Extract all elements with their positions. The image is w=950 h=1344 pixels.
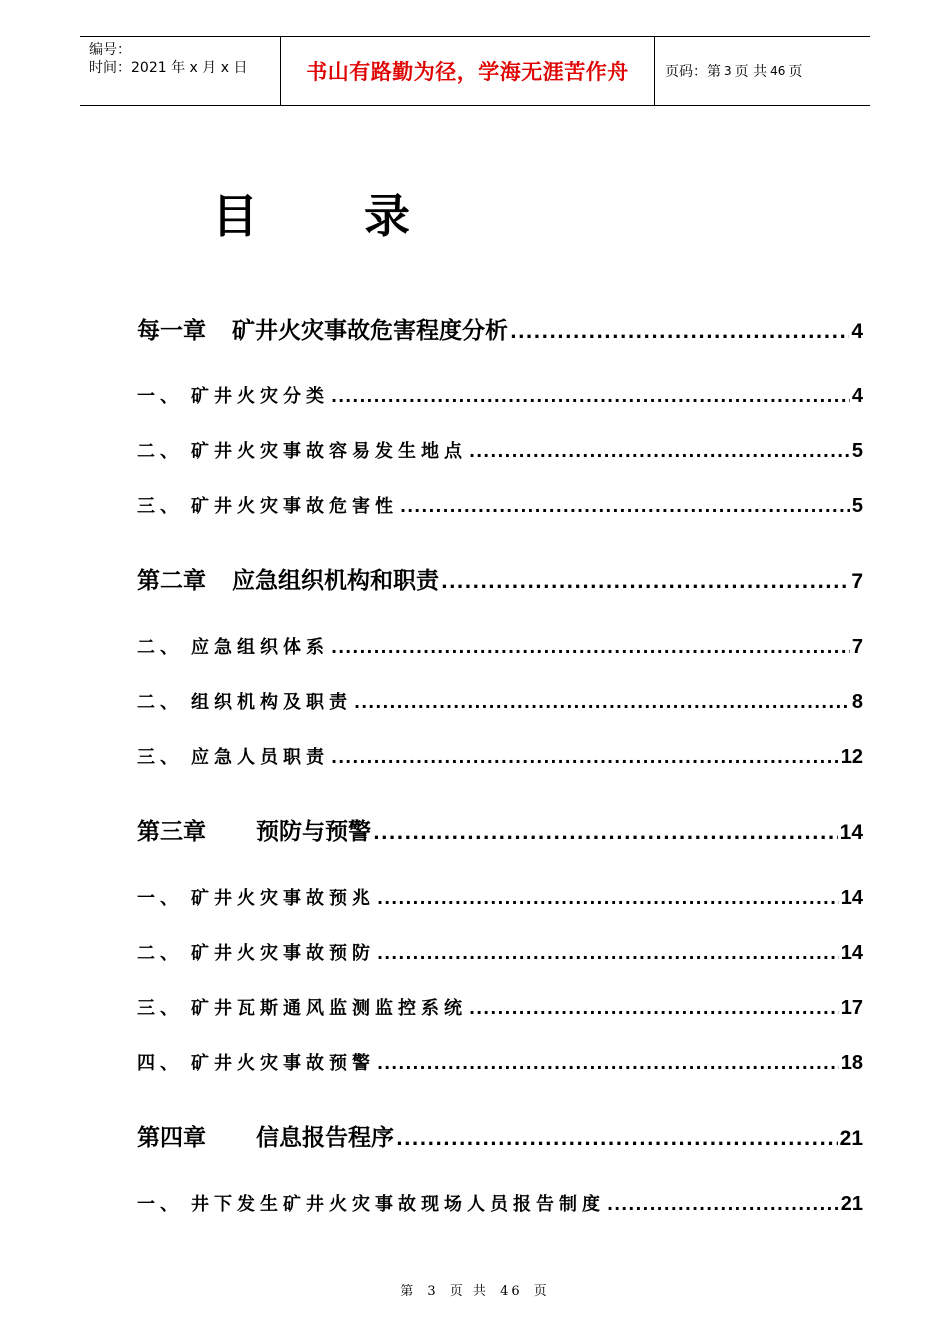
toc-leader-dots xyxy=(441,572,849,593)
title-char-1: 目 xyxy=(212,189,258,243)
toc-page-number: 17 xyxy=(840,997,863,1019)
toc-entry-label xyxy=(137,743,329,769)
toc-entry-number: 三、 xyxy=(137,747,183,768)
toc-leader-dots xyxy=(469,999,839,1018)
toc-entry-label xyxy=(137,813,371,846)
toc-entry-number: 二、 xyxy=(137,692,183,713)
toc-entry-title: 矿井火灾事故容易发生地点 xyxy=(191,441,467,462)
toc-entry-number: 二、 xyxy=(137,943,183,964)
toc-entry-number: 第四章 xyxy=(137,1125,206,1151)
toc-entry-number: 第二章 xyxy=(137,568,206,594)
toc-page-number: 4 xyxy=(851,320,863,343)
toc-entry-label xyxy=(137,492,398,518)
toc-entry-title: 矿井瓦斯通风监测监控系统 xyxy=(191,998,467,1019)
toc-section-entry[interactable] xyxy=(137,884,863,910)
footer-current-page: 3 xyxy=(427,1284,439,1299)
toc-leader-dots xyxy=(607,1195,839,1214)
toc-entry-title: 矿井火灾事故危害程度分析 xyxy=(232,318,508,344)
toc-entry-number: 一、 xyxy=(137,888,183,909)
toc-section-entry[interactable] xyxy=(137,939,863,965)
toc-chapter-entry[interactable] xyxy=(137,1119,863,1152)
toc-chapter-entry[interactable] xyxy=(137,562,863,595)
toc-entry-number: 第三章 xyxy=(137,819,206,845)
toc-section-entry[interactable] xyxy=(137,382,863,408)
header-page-info xyxy=(655,37,870,105)
header-page-total: 46 xyxy=(770,64,786,78)
toc-page-number: 18 xyxy=(840,1052,863,1074)
toc-chapter-entry[interactable] xyxy=(137,813,863,846)
toc-entry-number: 一、 xyxy=(137,1194,183,1215)
toc-entry-label xyxy=(137,884,375,910)
toc-page-number: 8 xyxy=(851,691,863,713)
toc-section-entry[interactable] xyxy=(137,492,863,518)
header-page-current: 3 xyxy=(724,64,732,78)
toc-entry-title: 矿井火灾事故预警 xyxy=(191,1053,375,1074)
footer-suffix: 页 xyxy=(533,1284,550,1299)
toc-leader-dots xyxy=(510,322,849,343)
toc-leader-dots xyxy=(331,387,850,406)
toc-page-number: 7 xyxy=(851,570,863,593)
page-footer xyxy=(0,1280,950,1299)
page-header xyxy=(80,36,870,106)
toc-page-number: 12 xyxy=(840,746,863,768)
toc-entry-title: 矿井火灾事故危害性 xyxy=(191,496,398,517)
toc-page-number: 7 xyxy=(851,636,863,658)
header-info-cell xyxy=(80,37,281,105)
toc-entry-number: 每一章 xyxy=(137,318,206,344)
toc-page-number: 21 xyxy=(839,1127,863,1150)
toc-entry-label xyxy=(137,688,352,714)
toc-section-entry[interactable] xyxy=(137,994,863,1020)
toc-entry-title: 矿井火灾事故预防 xyxy=(191,943,375,964)
page-title xyxy=(0,180,950,243)
toc-page-number: 14 xyxy=(840,887,863,909)
header-page-suffix: 页 xyxy=(788,64,803,80)
footer-mid: 页 共 xyxy=(449,1284,489,1299)
header-page-prefix: 页码：第 xyxy=(665,64,721,80)
toc-entry-label xyxy=(137,633,329,659)
toc-entry-number: 一、 xyxy=(137,386,183,407)
toc-entry-number: 二、 xyxy=(137,637,183,658)
toc-entry-number: 三、 xyxy=(137,998,183,1019)
toc-entry-label xyxy=(137,1190,605,1216)
toc-entry-label xyxy=(137,939,375,965)
footer-prefix: 第 xyxy=(400,1284,417,1299)
toc-leader-dots xyxy=(354,693,850,712)
toc-entry-label xyxy=(137,562,439,595)
toc-entry-number: 三、 xyxy=(137,496,183,517)
toc-leader-dots xyxy=(373,823,838,844)
toc-entry-label xyxy=(137,312,508,345)
toc-entry-label xyxy=(137,437,467,463)
toc-chapter-entry[interactable] xyxy=(137,312,863,345)
toc-entry-title: 应急组织体系 xyxy=(191,637,329,658)
document-date: 时间：2021 年 x 月 x 日 xyxy=(89,60,248,76)
toc-leader-dots xyxy=(377,889,839,908)
header-page-mid: 页 共 xyxy=(734,64,768,80)
toc-leader-dots xyxy=(331,638,850,657)
toc-entry-number: 四、 xyxy=(137,1053,183,1074)
toc-leader-dots xyxy=(400,497,850,516)
toc-page-number: 5 xyxy=(851,440,863,462)
toc-entry-title: 井下发生矿井火灾事故现场人员报告制度 xyxy=(191,1194,605,1215)
toc-page-number: 4 xyxy=(851,385,863,407)
toc-entry-label xyxy=(137,1119,394,1152)
toc-leader-dots xyxy=(469,442,850,461)
document-number-label: 编号： xyxy=(89,42,131,58)
toc-entry-title: 预防与预警 xyxy=(256,819,371,845)
toc-entry-label xyxy=(137,994,467,1020)
toc-leader-dots xyxy=(377,944,839,963)
toc-entry-title: 组织机构及职责 xyxy=(191,692,352,713)
toc-page-number: 14 xyxy=(839,821,863,844)
toc-section-entry[interactable] xyxy=(137,1190,863,1216)
toc-entry-title: 矿井火灾分类 xyxy=(191,386,329,407)
toc-entry-title: 矿井火灾事故预兆 xyxy=(191,888,375,909)
toc-entry-title: 应急组织机构和职责 xyxy=(232,568,439,594)
toc-section-entry[interactable] xyxy=(137,688,863,714)
toc-section-entry[interactable] xyxy=(137,743,863,769)
toc-leader-dots xyxy=(377,1054,839,1073)
title-char-2: 录 xyxy=(364,189,410,243)
toc-entry-number: 二、 xyxy=(137,441,183,462)
toc-leader-dots xyxy=(331,748,839,767)
toc-page-number: 14 xyxy=(840,942,863,964)
toc-leader-dots xyxy=(396,1129,838,1150)
header-motto: 书山有路勤为径，学海无涯苦作舟 xyxy=(281,37,655,105)
toc-page-number: 21 xyxy=(840,1193,863,1215)
toc-section-entry[interactable] xyxy=(137,1049,863,1075)
toc-entry-label xyxy=(137,382,329,408)
toc-entry-label xyxy=(137,1049,375,1075)
toc-section-entry[interactable] xyxy=(137,633,863,659)
toc-section-entry[interactable] xyxy=(137,437,863,463)
toc-entry-title: 应急人员职责 xyxy=(191,747,329,768)
toc-page-number: 5 xyxy=(851,495,863,517)
toc-entry-title: 信息报告程序 xyxy=(256,1125,394,1151)
footer-total-pages: 46 xyxy=(500,1284,523,1299)
